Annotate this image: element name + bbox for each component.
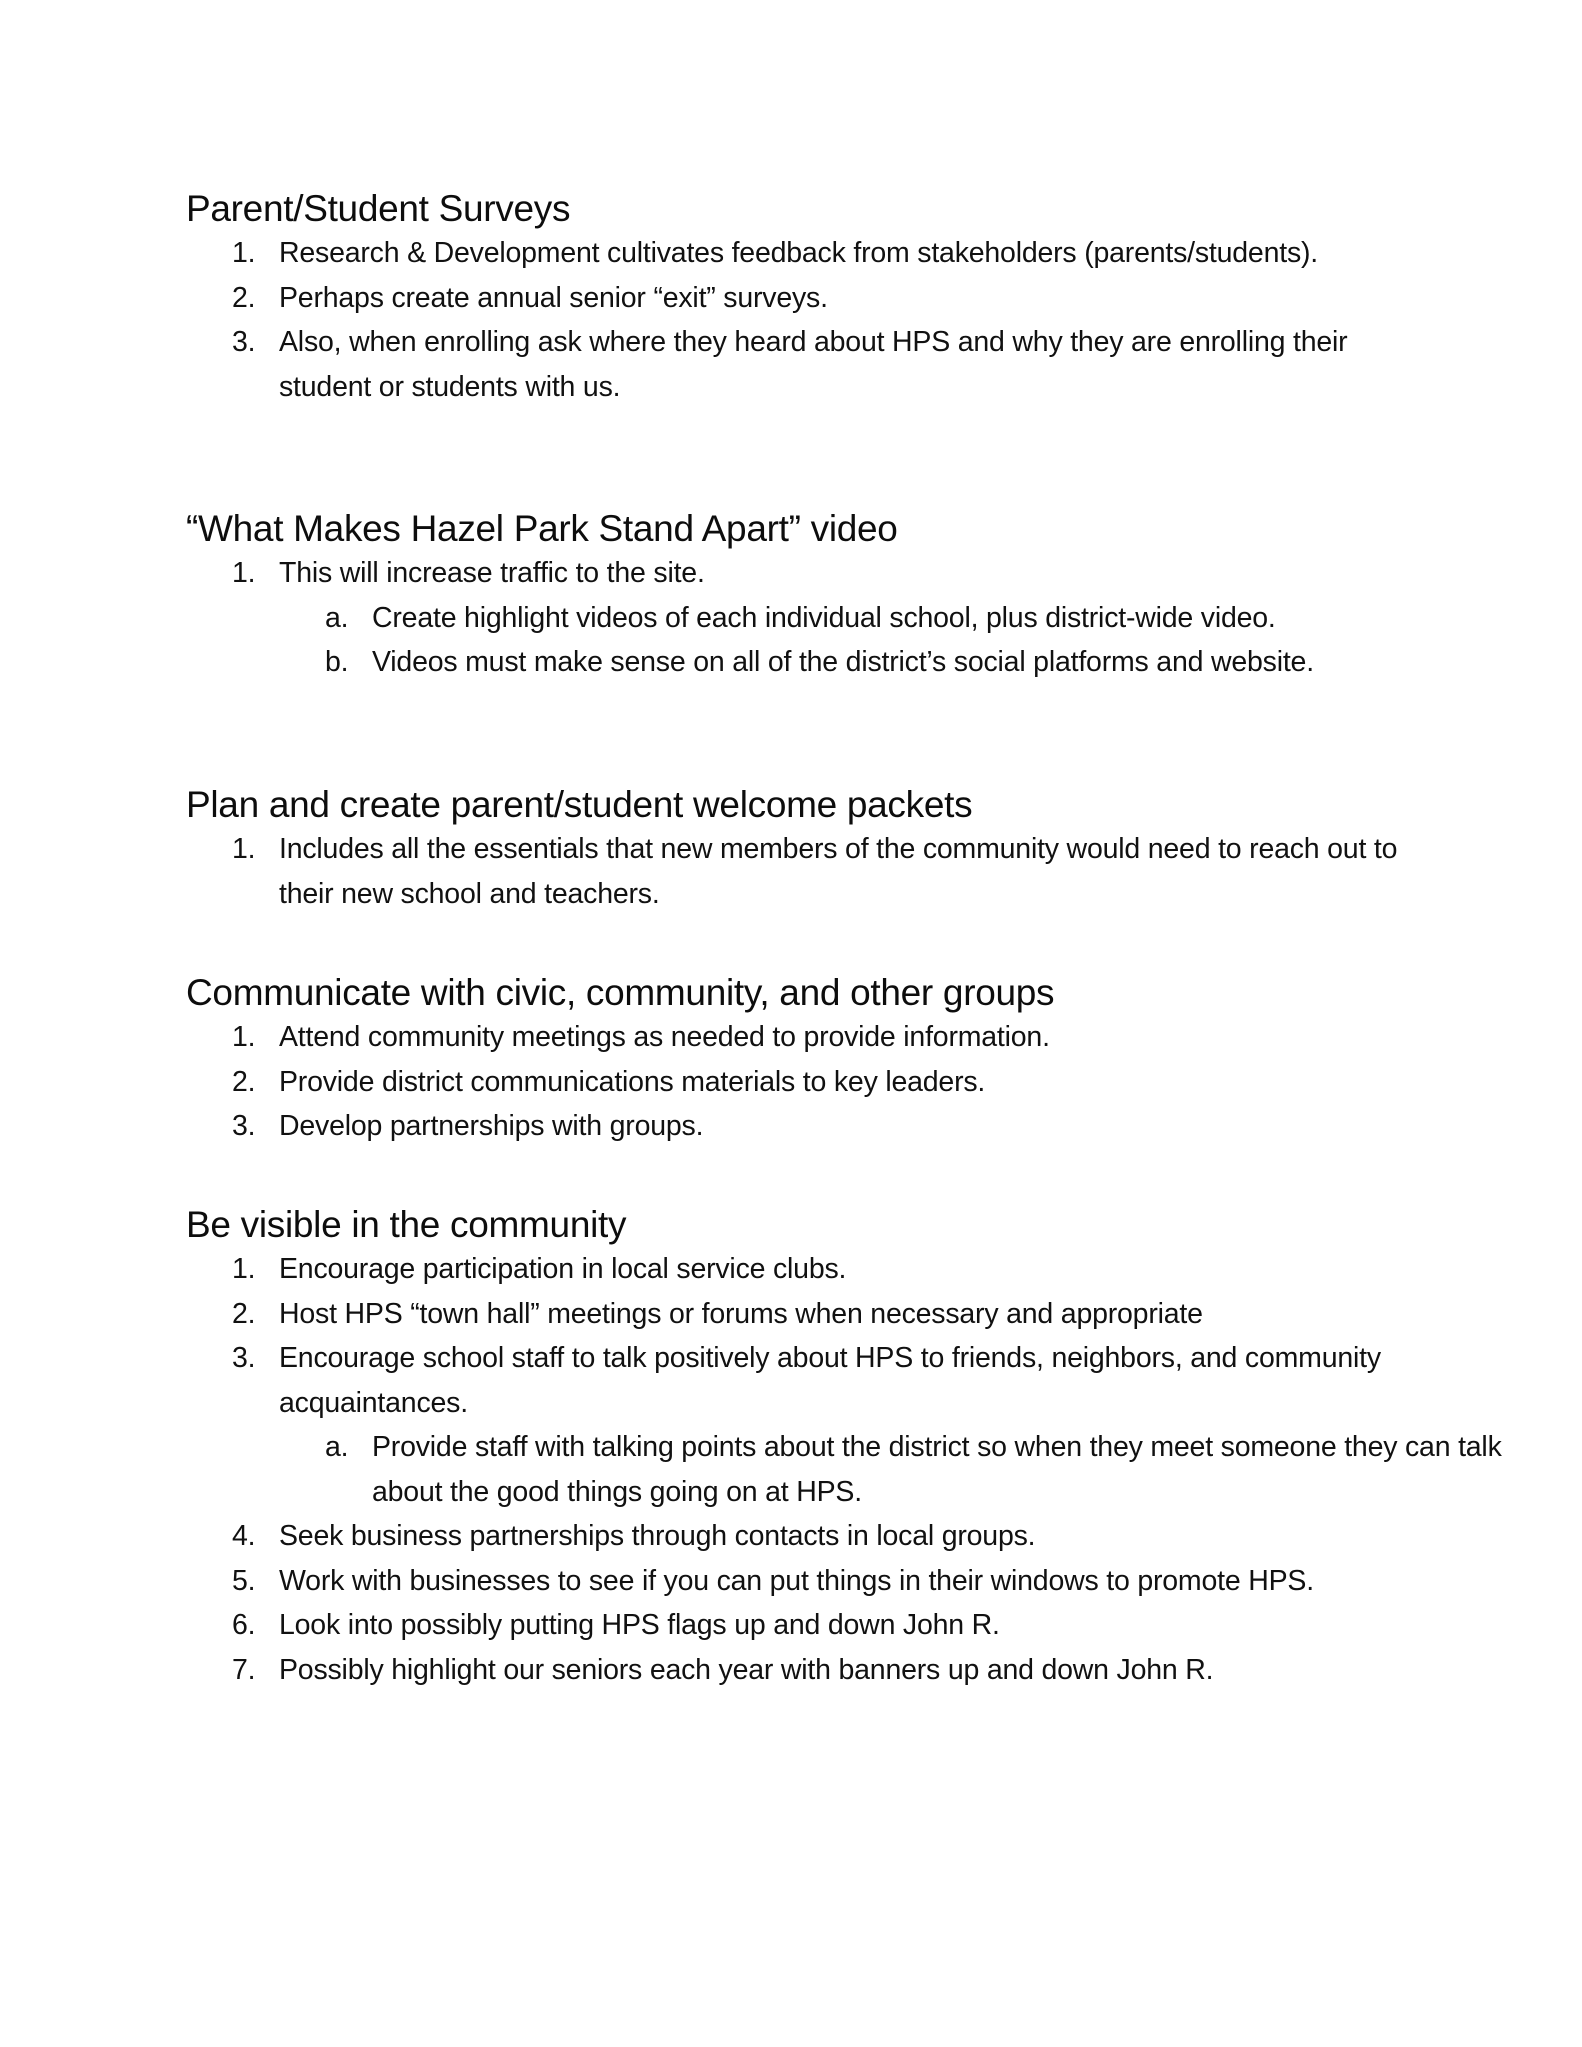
item-letter: b. (325, 646, 349, 678)
item-letter: a. (325, 601, 349, 634)
item-text: Includes all the essentials that new members of the community would need to reach out to their new school and teachers. (279, 833, 1398, 910)
item-number: 3. (232, 1342, 256, 1374)
item-text: Work with businesses to see if you can put things in their windows to promote HPS. (279, 1564, 1314, 1597)
numbered-list (186, 1247, 1502, 1692)
sub-list-item (186, 596, 1416, 641)
item-text: This will increase traffic to the site. (279, 557, 705, 589)
item-text: Develop partnerships with groups. (279, 1110, 704, 1142)
list-item (186, 1015, 1416, 1060)
list-item (186, 551, 1416, 596)
item-number: 1. (232, 833, 256, 865)
item-number: 7. (232, 1653, 256, 1686)
item-text: Provide district communications materials to key leaders. (279, 1065, 986, 1098)
list-item (186, 827, 1459, 916)
list-item (186, 1559, 1459, 1604)
item-text: Attend community meetings as needed to provide information. (279, 1021, 1050, 1053)
list-item (186, 320, 1416, 409)
item-text: Research & Development cultivates feedback from stakeholders (parents/students). (279, 237, 1319, 269)
item-number: 1. (232, 557, 256, 589)
item-number: 1. (232, 1253, 256, 1285)
item-number: 3. (232, 1110, 256, 1142)
sub-list-item (186, 1425, 1512, 1514)
item-number: 2. (232, 1297, 256, 1330)
list-item (186, 1060, 1416, 1105)
numbered-list (186, 231, 1416, 409)
list-item (186, 231, 1416, 276)
list-item (186, 1514, 1416, 1559)
item-number: 3. (232, 326, 256, 358)
item-text: Provide staff with talking points about the district so when they meet someone they can talk about the good things going on at HPS. (372, 1431, 1502, 1508)
section-heading: Parent/Student Surveys (186, 188, 571, 229)
item-text: Create highlight videos of each individual school, plus district-wide video. (372, 601, 1276, 634)
section-video (186, 507, 1416, 685)
item-text: Encourage participation in local service clubs. (279, 1253, 847, 1285)
numbered-list (186, 1015, 1416, 1149)
list-item (186, 1104, 1416, 1149)
section-heading: Be visible in the community (186, 1204, 627, 1245)
list-item (186, 276, 1416, 321)
section-heading: Plan and create parent/student welcome packets (186, 784, 973, 825)
list-item (186, 1292, 1416, 1337)
item-letter: a. (325, 1431, 349, 1463)
numbered-list (186, 551, 1416, 685)
item-text: Host HPS “town hall” meetings or forums when necessary and appropriate (279, 1297, 1203, 1330)
list-item (186, 1247, 1416, 1292)
item-number: 2. (232, 281, 256, 314)
item-number: 6. (232, 1609, 256, 1641)
section-heading: Communicate with civic, community, and other groups (186, 972, 1055, 1013)
item-number: 5. (232, 1564, 256, 1597)
item-text: Videos must make sense on all of the district’s social platforms and website. (372, 646, 1314, 678)
numbered-list (186, 827, 1416, 916)
item-text: Possibly highlight our seniors each year with banners up and down John R. (279, 1653, 1214, 1686)
section-communicate-groups (186, 971, 1416, 1149)
section-parent-student-surveys (186, 187, 1416, 409)
item-text: Perhaps create annual senior “exit” surveys. (279, 281, 828, 314)
item-text: Encourage school staff to talk positively about HPS to friends, neighbors, and community acquaintances. (279, 1342, 1381, 1419)
item-text: Also, when enrolling ask where they heard about HPS and why they are enrolling their student or students with us. (279, 326, 1348, 403)
item-number: 1. (232, 237, 256, 269)
section-heading: “What Makes Hazel Park Stand Apart” video (186, 508, 898, 549)
item-number: 4. (232, 1520, 256, 1552)
list-item (186, 1648, 1416, 1693)
item-text: Seek business partnerships through contacts in local groups. (279, 1520, 1036, 1552)
list-item (186, 1603, 1416, 1648)
sub-list-item (186, 640, 1416, 685)
list-item (186, 1336, 1439, 1425)
section-be-visible (186, 1203, 1502, 1692)
item-number: 2. (232, 1065, 256, 1098)
item-number: 1. (232, 1021, 256, 1053)
section-welcome-packets (186, 783, 1416, 916)
item-text: Look into possibly putting HPS flags up and down John R. (279, 1609, 1000, 1641)
